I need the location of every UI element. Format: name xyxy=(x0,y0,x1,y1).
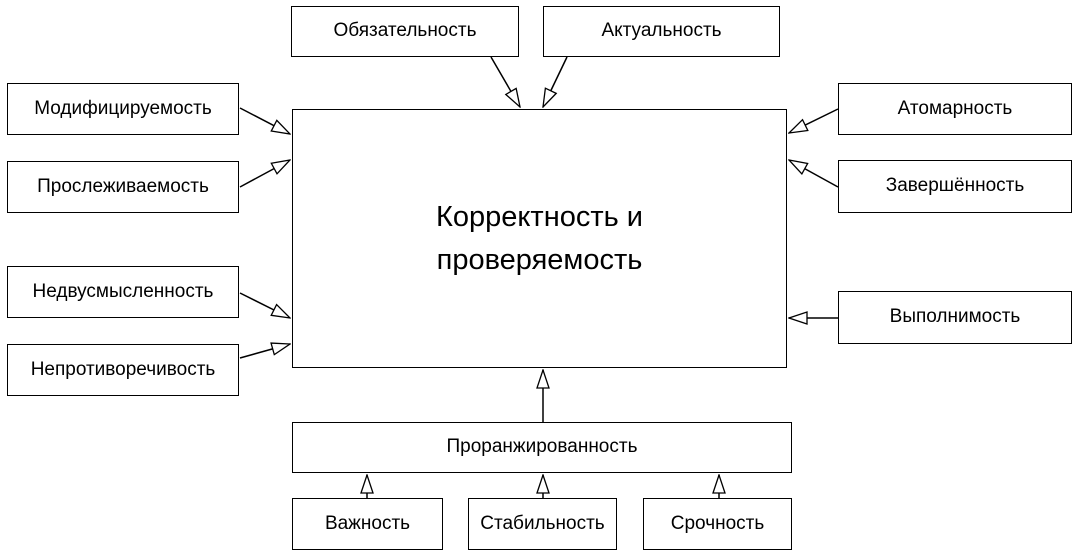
arrow-zavershyonnost-to-central xyxy=(789,160,838,187)
arrow-nedvusmyslennost-to-central xyxy=(240,293,290,318)
node-obyazatelnost-label: Обязательность xyxy=(333,20,477,42)
node-vypolnimost xyxy=(838,291,1072,344)
node-proranzhirovannost-label: Проранжированность xyxy=(446,436,638,458)
arrow-modifitsiruemost-to-central xyxy=(240,108,290,134)
arrow-aktualnost-to-central xyxy=(543,57,567,107)
node-zavershyonnost-label: Завершённость xyxy=(885,175,1025,197)
node-stabilnost-label: Стабильность xyxy=(480,512,605,534)
node-vazhnost-label: Важность xyxy=(324,512,411,534)
node-neprotivorechivost xyxy=(7,344,239,396)
node-aktualnost-label: Актуальность xyxy=(601,20,722,42)
node-modifitsiruemost xyxy=(7,83,239,135)
node-proslezhivaemost xyxy=(7,161,239,213)
node-proslezhivaemost-label: Прослеживаемость xyxy=(37,175,209,197)
arrow-proslezhivaemost-to-central xyxy=(240,160,290,187)
node-stabilnost xyxy=(468,498,617,550)
node-atomarnost xyxy=(838,83,1072,135)
node-atomarnost-label: Атомарность xyxy=(897,97,1013,119)
node-srochnost xyxy=(643,498,792,550)
node-zavershyonnost xyxy=(838,160,1072,213)
node-proranzhirovannost xyxy=(292,422,792,473)
node-neprotivorechivost-label: Непротиворечивость xyxy=(30,358,216,380)
node-central-korrektnost-label: Корректность и проверяемость xyxy=(436,201,643,276)
node-obyazatelnost xyxy=(291,6,519,57)
node-central-korrektnost xyxy=(292,109,787,368)
node-vypolnimost-label: Выполнимость xyxy=(889,306,1021,328)
arrow-atomarnost-to-central xyxy=(789,109,838,133)
arrow-neprotivorechivost-to-central xyxy=(240,344,290,358)
node-modifitsiruemost-label: Модифицируемость xyxy=(34,97,212,119)
node-aktualnost xyxy=(543,6,780,57)
node-srochnost-label: Срочность xyxy=(670,512,765,534)
arrow-obyazatelnost-to-central xyxy=(491,57,520,107)
node-nedvusmyslennost-label: Недвусмысленность xyxy=(32,280,214,302)
node-vazhnost xyxy=(292,498,443,550)
node-nedvusmyslennost xyxy=(7,266,239,318)
